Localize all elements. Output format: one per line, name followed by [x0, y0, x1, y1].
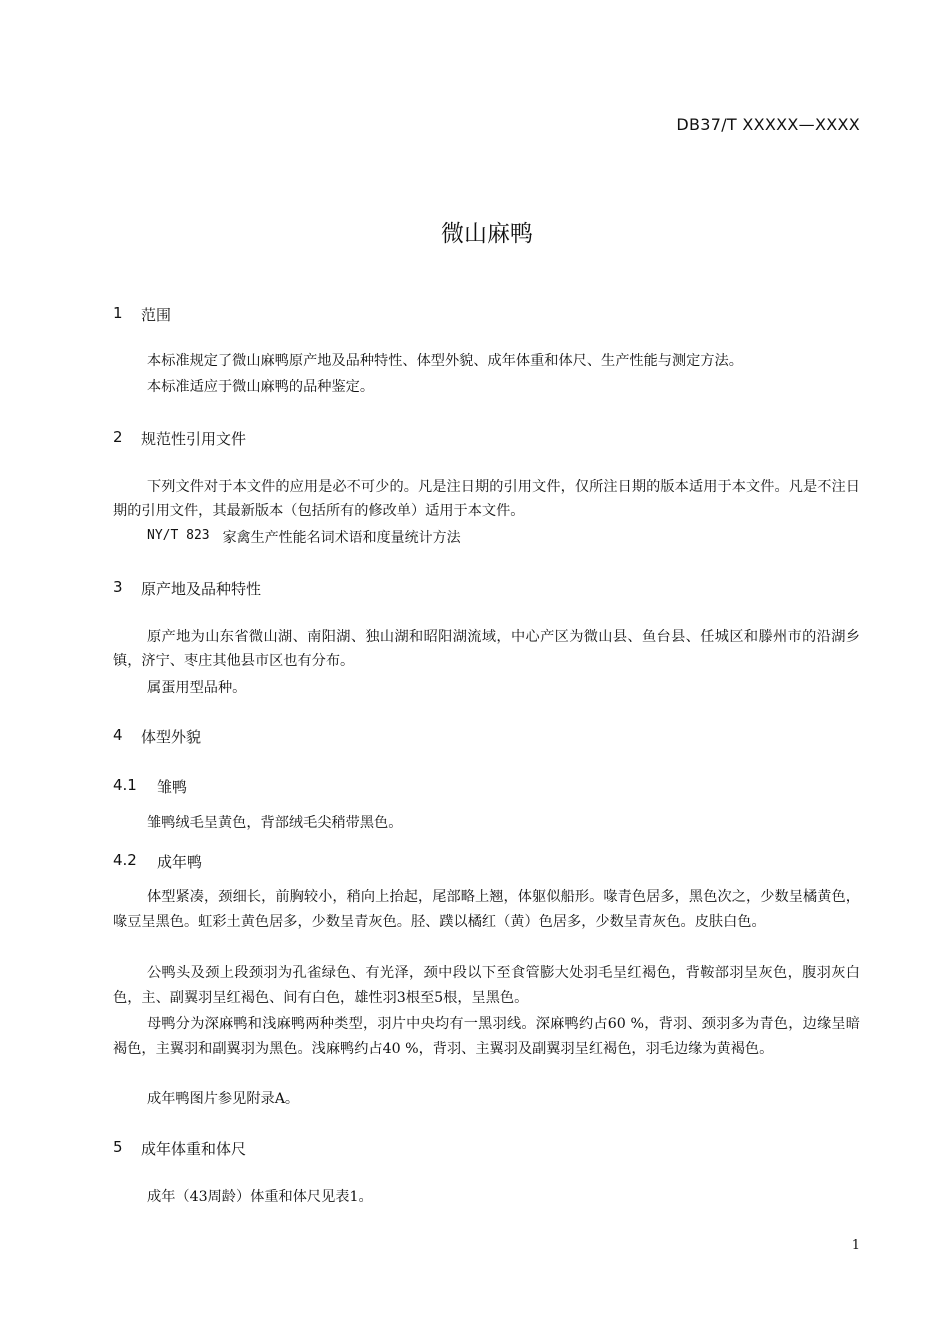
section-title: 原产地及品种特性: [141, 580, 262, 598]
section-number: 1: [113, 304, 123, 322]
section-number: 4: [113, 726, 123, 744]
subsection-4-1-heading: [113, 776, 187, 797]
subsection-number: 4.2: [113, 851, 137, 869]
section-1-heading: [113, 304, 171, 325]
section-number: 3: [113, 578, 123, 596]
section-3-heading: [113, 578, 261, 599]
document-code: DB37/T XXXXX—XXXX: [676, 115, 860, 134]
section-5-para-1: 成年（43周龄）体重和体尺见表1。: [147, 1189, 373, 1205]
subsection-number: 4.1: [113, 776, 137, 794]
subsection-4-1-para-1: 雏鸭绒毛呈黄色，背部绒毛尖稍带黑色。: [147, 815, 403, 831]
reference-title: 家禽生产性能名词术语和度量统计方法: [222, 530, 461, 546]
section-1-para-2: 本标准适应于微山麻鸭的品种鉴定。: [147, 379, 375, 395]
subsection-4-2-heading: [113, 851, 202, 872]
subsection-title: 成年鸭: [157, 853, 203, 871]
section-4-heading: [113, 726, 201, 747]
section-1-para-1: 本标准规定了微山麻鸭原产地及品种特性、体型外貌、成年体重和体尺、生产性能与测定方法。: [147, 353, 743, 369]
section-title: 成年体重和体尺: [141, 1140, 247, 1158]
document-title: 微山麻鸭: [441, 221, 533, 247]
subsection-4-2-para-3: 母鸭分为深麻鸭和浅麻鸭两种类型，羽片中央均有一黑羽线。深麻鸭约占60 %，背羽、颈羽多为青色，边缘呈暗褐色，主翼羽和副翼羽为黑色。浅麻鸭约占40 %，背羽、主翼羽及副翼羽呈红褐色，羽毛边缘为黄褐色。: [113, 1016, 860, 1057]
subsection-4-2-para-1: 体型紧凑，颈细长，前胸较小，稍向上抬起，尾部略上翘，体躯似船形。喙青色居多，黑色次之，少数呈橘黄色，喙豆呈黑色。虹彩土黄色居多，少数呈青灰色。胫、蹼以橘红（黄）色居多，少数呈青灰色。皮肤白色。: [113, 889, 860, 930]
section-2-heading: [113, 428, 246, 449]
subsection-4-2-para-2: 公鸭头及颈上段颈羽为孔雀绿色、有光泽，颈中段以下至食管膨大处羽毛呈红褐色，背鞍部羽呈灰色，腹羽灰白色，主、副翼羽呈红褐色、间有白色，雄性羽3根至5根，呈黑色。: [113, 965, 860, 1006]
section-number: 2: [113, 428, 123, 446]
reference-code: NY/T 823: [147, 528, 210, 543]
normative-reference: [147, 527, 461, 547]
section-title: 范围: [141, 306, 172, 324]
section-3-para-1: 原产地为山东省微山湖、南阳湖、独山湖和昭阳湖流域，中心产区为微山县、鱼台县、任城区和滕州市的沿湖乡镇，济宁、枣庄其他县市区也有分布。: [113, 629, 860, 669]
section-2-para-1: 下列文件对于本文件的应用是必不可少的。凡是注日期的引用文件，仅所注日期的版本适用于本文件。凡是不注日期的引用文件，其最新版本（包括所有的修改单）适用于本文件。: [113, 479, 860, 519]
page-number: 1: [851, 1238, 860, 1253]
section-title: 规范性引用文件: [141, 430, 247, 448]
section-number: 5: [113, 1138, 123, 1156]
section-5-heading: [113, 1138, 246, 1159]
subsection-title: 雏鸭: [157, 778, 188, 796]
section-3-para-2: 属蛋用型品种。: [147, 680, 247, 696]
subsection-4-2-para-4: 成年鸭图片参见附录A。: [147, 1091, 300, 1107]
section-title: 体型外貌: [141, 728, 202, 746]
